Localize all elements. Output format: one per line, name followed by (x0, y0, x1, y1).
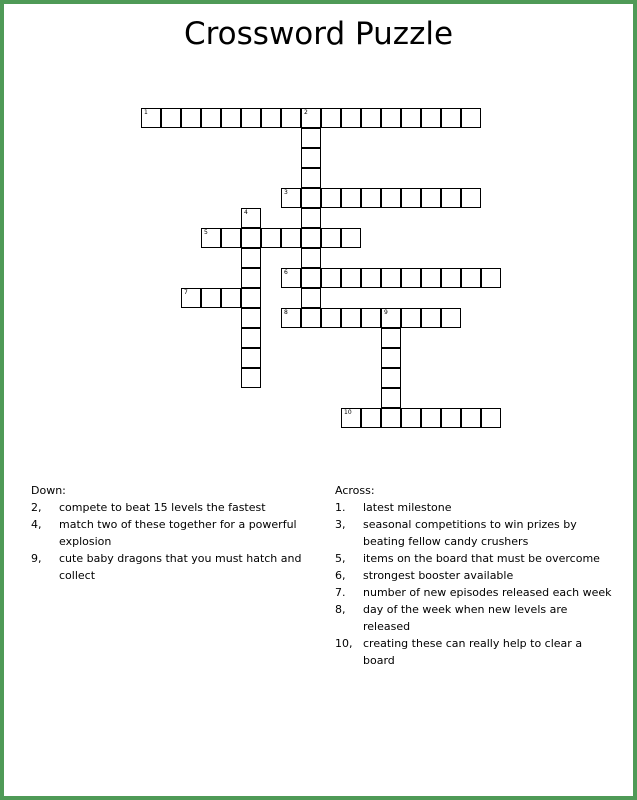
clue-number-label: 5 (204, 229, 208, 236)
crossword-cell[interactable] (421, 308, 441, 328)
crossword-cell[interactable] (241, 268, 261, 288)
crossword-grid (4, 4, 633, 796)
crossword-cell[interactable] (321, 268, 341, 288)
clue-text: day of the week when new levels are released (363, 603, 568, 633)
crossword-cell[interactable] (421, 108, 441, 128)
clue-text: strongest booster available (363, 569, 514, 582)
clue-number: 10, (335, 637, 353, 650)
crossword-cell[interactable] (241, 368, 261, 388)
page-title: Crossword Puzzle (183, 16, 454, 52)
crossword-cell[interactable] (301, 208, 321, 228)
crossword-cell[interactable] (261, 108, 281, 128)
clue-number-label: 7 (184, 289, 188, 296)
crossword-cell[interactable] (341, 188, 361, 208)
crossword-cell[interactable] (341, 268, 361, 288)
crossword-cell[interactable] (201, 228, 221, 248)
crossword-cell[interactable] (241, 328, 261, 348)
clue-number-label: 10 (344, 409, 352, 416)
crossword-cell[interactable] (341, 228, 361, 248)
crossword-cell[interactable] (401, 268, 421, 288)
across-clue (335, 550, 615, 567)
crossword-cell[interactable] (421, 268, 441, 288)
crossword-cell[interactable] (361, 408, 381, 428)
crossword-cell[interactable] (181, 108, 201, 128)
crossword-cell[interactable] (441, 308, 461, 328)
crossword-cell[interactable] (221, 108, 241, 128)
crossword-cell[interactable] (281, 188, 301, 208)
crossword-cell[interactable] (341, 108, 361, 128)
crossword-cell[interactable] (381, 348, 401, 368)
clue-number-label: 4 (244, 209, 248, 216)
clue-number-label: 8 (284, 309, 288, 316)
crossword-cell[interactable] (301, 188, 321, 208)
crossword-cell[interactable] (301, 268, 321, 288)
clue-text: items on the board that must be overcome (363, 552, 600, 565)
crossword-cell[interactable] (241, 248, 261, 268)
clue-number-label: 2 (304, 109, 308, 116)
crossword-cell[interactable] (161, 108, 181, 128)
crossword-cell[interactable] (321, 308, 341, 328)
crossword-cell[interactable] (381, 188, 401, 208)
clue-number: 7. (335, 586, 346, 599)
across-clue (335, 584, 615, 601)
clue-number: 4, (31, 518, 42, 531)
clue-number: 5, (335, 552, 346, 565)
down-clue (31, 516, 316, 550)
clue-number: 2, (31, 501, 42, 514)
crossword-cell[interactable] (281, 268, 301, 288)
crossword-cell[interactable] (301, 168, 321, 188)
crossword-cell[interactable] (401, 108, 421, 128)
crossword-cell[interactable] (421, 188, 441, 208)
crossword-cell[interactable] (321, 188, 341, 208)
crossword-cell[interactable] (381, 368, 401, 388)
clue-text: number of new episodes released each week (363, 586, 612, 599)
clue-number-label: 6 (284, 269, 288, 276)
down-heading: Down: (31, 484, 66, 497)
crossword-cell[interactable] (441, 268, 461, 288)
crossword-cell[interactable] (241, 308, 261, 328)
crossword-cell[interactable] (381, 408, 401, 428)
crossword-cell[interactable] (381, 308, 401, 328)
crossword-cell[interactable] (361, 188, 381, 208)
crossword-cell[interactable] (461, 408, 481, 428)
crossword-cell[interactable] (281, 308, 301, 328)
crossword-cell[interactable] (481, 408, 501, 428)
across-clue (335, 601, 615, 635)
crossword-cell[interactable] (401, 308, 421, 328)
clue-text: creating these can really help to clear a board (363, 637, 583, 667)
crossword-cell[interactable] (301, 308, 321, 328)
crossword-cell[interactable] (241, 288, 261, 308)
crossword-cell[interactable] (461, 108, 481, 128)
crossword-cell[interactable] (301, 248, 321, 268)
crossword-cell[interactable] (441, 408, 461, 428)
crossword-cell[interactable] (361, 308, 381, 328)
crossword-cell[interactable] (301, 148, 321, 168)
crossword-cell[interactable] (241, 348, 261, 368)
clue-text: cute baby dragons that you must hatch and collect (59, 552, 302, 582)
crossword-cell[interactable] (241, 228, 261, 248)
across-clue (335, 499, 615, 516)
clue-number: 1. (335, 501, 346, 514)
crossword-cell[interactable] (221, 228, 241, 248)
across-clue (335, 516, 615, 550)
clue-text: seasonal competitions to win prizes by beating fellow candy crushers (363, 518, 577, 548)
crossword-cell[interactable] (341, 308, 361, 328)
crossword-cell[interactable] (381, 388, 401, 408)
down-clue (31, 550, 316, 584)
across-heading: Across: (335, 484, 375, 497)
crossword-cell[interactable] (461, 188, 481, 208)
crossword-cell[interactable] (281, 108, 301, 128)
across-clue (335, 635, 615, 669)
crossword-cell[interactable] (281, 228, 301, 248)
clue-number-label: 1 (144, 109, 148, 116)
clue-text: match two of these together for a powerful explosion (59, 518, 297, 548)
down-clues (31, 482, 316, 584)
across-clues (335, 482, 615, 669)
crossword-cell[interactable] (341, 408, 361, 428)
crossword-cell[interactable] (221, 288, 241, 308)
crossword-cell[interactable] (141, 108, 161, 128)
crossword-cell[interactable] (301, 228, 321, 248)
crossword-cell[interactable] (301, 288, 321, 308)
crossword-cell[interactable] (361, 268, 381, 288)
clue-number: 9, (31, 552, 42, 565)
crossword-cell[interactable] (261, 228, 281, 248)
crossword-cell[interactable] (241, 108, 261, 128)
crossword-cell[interactable] (461, 268, 481, 288)
crossword-cell[interactable] (401, 188, 421, 208)
crossword-cell[interactable] (481, 268, 501, 288)
crossword-cell[interactable] (441, 188, 461, 208)
crossword-cell[interactable] (401, 408, 421, 428)
crossword-cell[interactable] (441, 108, 461, 128)
clue-number-label: 9 (384, 309, 388, 316)
clue-number: 3, (335, 518, 346, 531)
crossword-cell[interactable] (321, 228, 341, 248)
clue-number: 8, (335, 603, 346, 616)
crossword-cell[interactable] (381, 328, 401, 348)
clue-number-label: 3 (284, 189, 288, 196)
crossword-cell[interactable] (361, 108, 381, 128)
crossword-cell[interactable] (301, 108, 321, 128)
crossword-cell[interactable] (381, 108, 401, 128)
crossword-cell[interactable] (421, 408, 441, 428)
crossword-cell[interactable] (321, 108, 341, 128)
crossword-cell[interactable] (301, 128, 321, 148)
crossword-cell[interactable] (241, 208, 261, 228)
crossword-cell[interactable] (201, 108, 221, 128)
clue-number: 6, (335, 569, 346, 582)
across-clue (335, 567, 615, 584)
crossword-cell[interactable] (201, 288, 221, 308)
crossword-cell[interactable] (181, 288, 201, 308)
clue-text: compete to beat 15 levels the fastest (59, 501, 266, 514)
crossword-cell[interactable] (381, 268, 401, 288)
clue-text: latest milestone (363, 501, 452, 514)
down-clue (31, 499, 316, 516)
